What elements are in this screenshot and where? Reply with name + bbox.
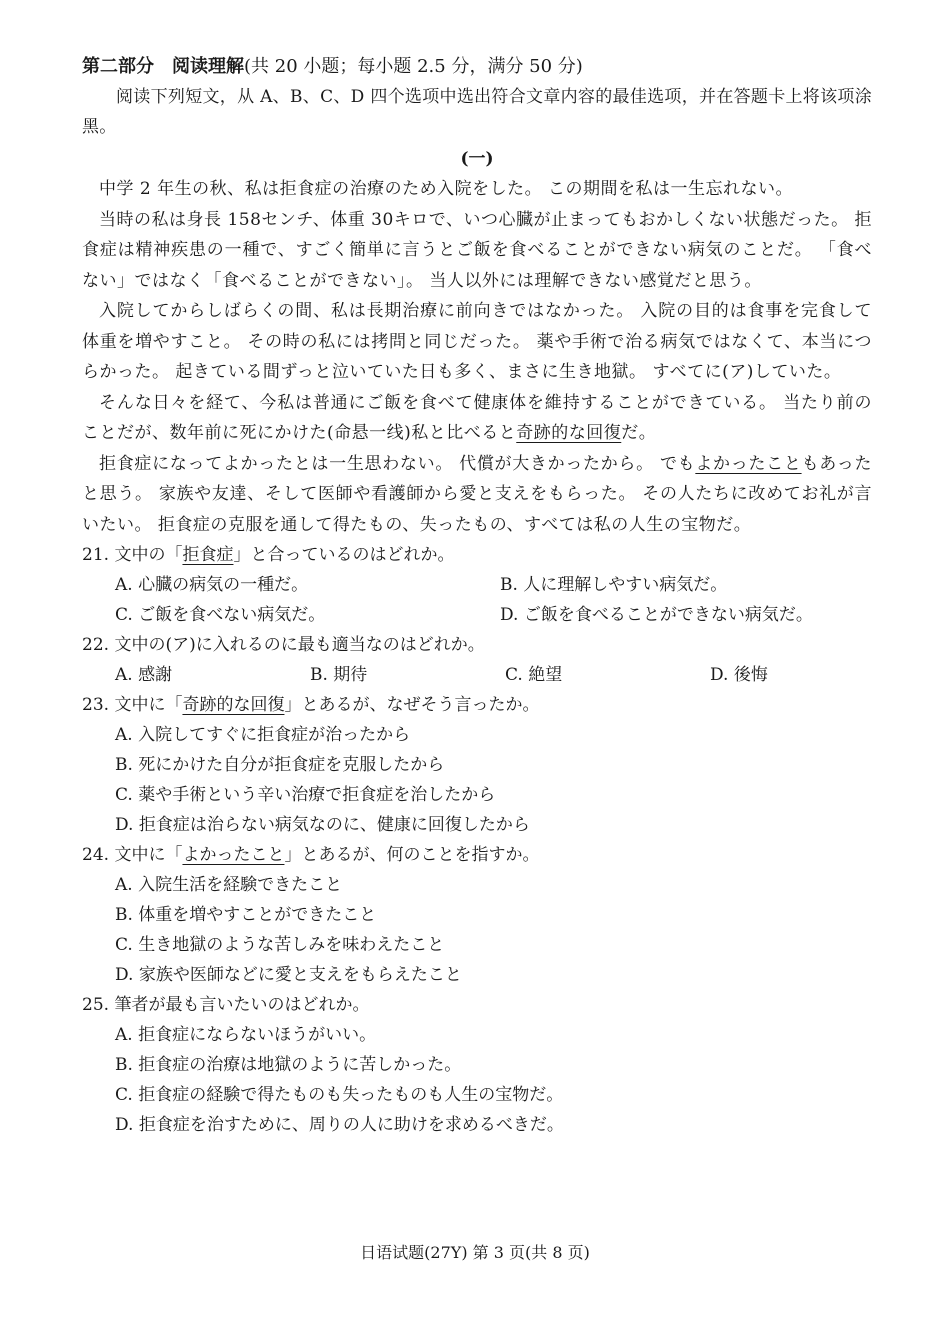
option-d: D. ご飯を食べることができない病気だ。 (500, 605, 813, 625)
question-23 (82, 690, 872, 840)
option-d: D. 家族や医師などに愛と支えをもらえたこと (115, 965, 462, 985)
paragraph-4-text-a: そんな日々を経て、今私は普通にご飯を食べて健康体を維持することができている。 当たり前のことだが、数年前に死にかけた(命悬一线)私と比べると (82, 392, 872, 443)
option-b: B. 死にかけた自分が拒食症を克服したから (115, 755, 445, 775)
stem-underlined-term: 拒食症 (182, 545, 234, 565)
section-heading-scoring: (共 20 小题；每小题 2.5 分，满分 50 分) (244, 56, 583, 77)
stem-underlined-term: よかったこと (182, 845, 285, 865)
answer-options (82, 1020, 872, 1140)
option-d: D. 後悔 (710, 665, 768, 685)
option-b: B. 人に理解しやすい病気だ。 (500, 575, 728, 595)
answer-options (82, 660, 872, 690)
option-a: A. 入院生活を経験できたこと (115, 875, 343, 895)
stem-prefix: 21. 文中の「 (82, 545, 183, 565)
paragraph-5-text-b: もあったと思う。 家族や友達、そして医師や看護師から愛と支えをもらった。 その人たちに改めてお礼が言いたい。 拒食症の克服を通して得たもの、失ったもの、すべては私の人生の宝物だ。 (82, 453, 872, 535)
passage-paragraph-5 (82, 449, 872, 541)
option-a: A. 入院してすぐに拒食症が治ったから (115, 725, 411, 745)
answer-options (82, 870, 872, 990)
option-d: D. 拒食症は治らない病気なのに、健康に回復したから (115, 815, 530, 835)
answer-options (82, 720, 872, 840)
question-stem (82, 840, 872, 870)
section-heading (82, 52, 872, 82)
underlined-phrase-miraculous-recovery: 奇跡的な回復 (516, 423, 622, 443)
question-stem: 22. 文中の(ア)に入れるのに最も適当なのはどれか。 (82, 635, 485, 655)
page-footer: 日语试题(27Y) 第 3 页(共 8 页) (360, 1243, 590, 1262)
option-a: A. 心臓の病気の一種だ。 (115, 575, 309, 595)
stem-underlined-term: 奇跡的な回復 (182, 695, 285, 715)
option-c: C. ご飯を食べない病気だ。 (115, 605, 326, 625)
section-heading-title: 第二部分 阅读理解 (82, 56, 244, 77)
option-a: A. 拒食症にならないほうがいい。 (115, 1025, 377, 1045)
paragraph-4-text-b: だ。 (621, 423, 657, 443)
option-c: C. 絶望 (505, 665, 563, 685)
option-d: D. 拒食症を治すために、周りの人に助けを求めるべきだ。 (115, 1115, 564, 1135)
section-instruction: 阅读下列短文，从 A、B、C、D 四个选项中选出符合文章内容的最佳选项，并在答题卡上将该项涂黑。 (82, 87, 873, 137)
passage-paragraph-3: 入院してからしばらくの間、私は長期治療に前向きではなかった。 入院の目的は食事を完食して体重を増やすこと。 その時の私には拷問と同じだった。 薬や手術で治る病気ではなくて、本当につらかった。 起きている間ずっと泣いていた日も多く、まさに生き地獄。 すべてに(ア)していた。 (82, 301, 872, 382)
stem-suffix: 」と合っているのはどれか。 (233, 545, 455, 565)
question-22 (82, 630, 872, 690)
passage-paragraph-4 (82, 388, 872, 449)
option-c: C. 薬や手術という辛い治療で拒食症を治したから (115, 785, 496, 805)
question-stem (82, 690, 872, 720)
option-b: B. 体重を増やすことができたこと (115, 905, 377, 925)
stem-prefix: 23. 文中に「 (82, 695, 183, 715)
question-stem (82, 540, 872, 570)
option-b: B. 拒食症の治療は地獄のように苦しかった。 (115, 1055, 462, 1075)
underlined-phrase-good-things: よかったこと (695, 453, 802, 474)
option-a: A. 感謝 (115, 665, 173, 685)
passage-paragraph-1: 中学 2 年生の秋、私は拒食症の治療のため入院をした。 この期間を私は一生忘れない。 (99, 179, 794, 199)
stem-suffix: 」とあるが、何のことを指すか。 (284, 845, 540, 865)
paragraph-5-text-a: 拒食症になってよかったとは一生思わない。 代償が大きかったから。 でも (99, 453, 696, 474)
option-c: C. 拒食症の経験で得たものも失ったものも人生の宝物だ。 (115, 1085, 564, 1105)
question-stem: 25. 筆者が最も言いたいのはどれか。 (82, 995, 370, 1015)
option-b: B. 期待 (310, 665, 368, 685)
option-c: C. 生き地獄のような苦しみを味わえたこと (115, 935, 445, 955)
passage-title: (一) (460, 149, 494, 169)
question-21 (82, 540, 872, 630)
stem-prefix: 24. 文中に「 (82, 845, 183, 865)
stem-suffix: 」とあるが、なぜそう言ったか。 (284, 695, 540, 715)
answer-options (82, 570, 872, 630)
passage-paragraph-2: 当時の私は身長 158センチ、体重 30キロで、いつ心臓が止まってもおかしくない状態だった。 拒食症は精神疾患の一種で、すごく簡単に言うとご飯を食べることができない病気のことだ。 「食べない」ではなく「食べることができない」。 当人以外には理解できない感覚だと思う。 (82, 209, 872, 291)
question-24 (82, 840, 872, 990)
exam-page (82, 52, 872, 1140)
question-25 (82, 990, 872, 1140)
